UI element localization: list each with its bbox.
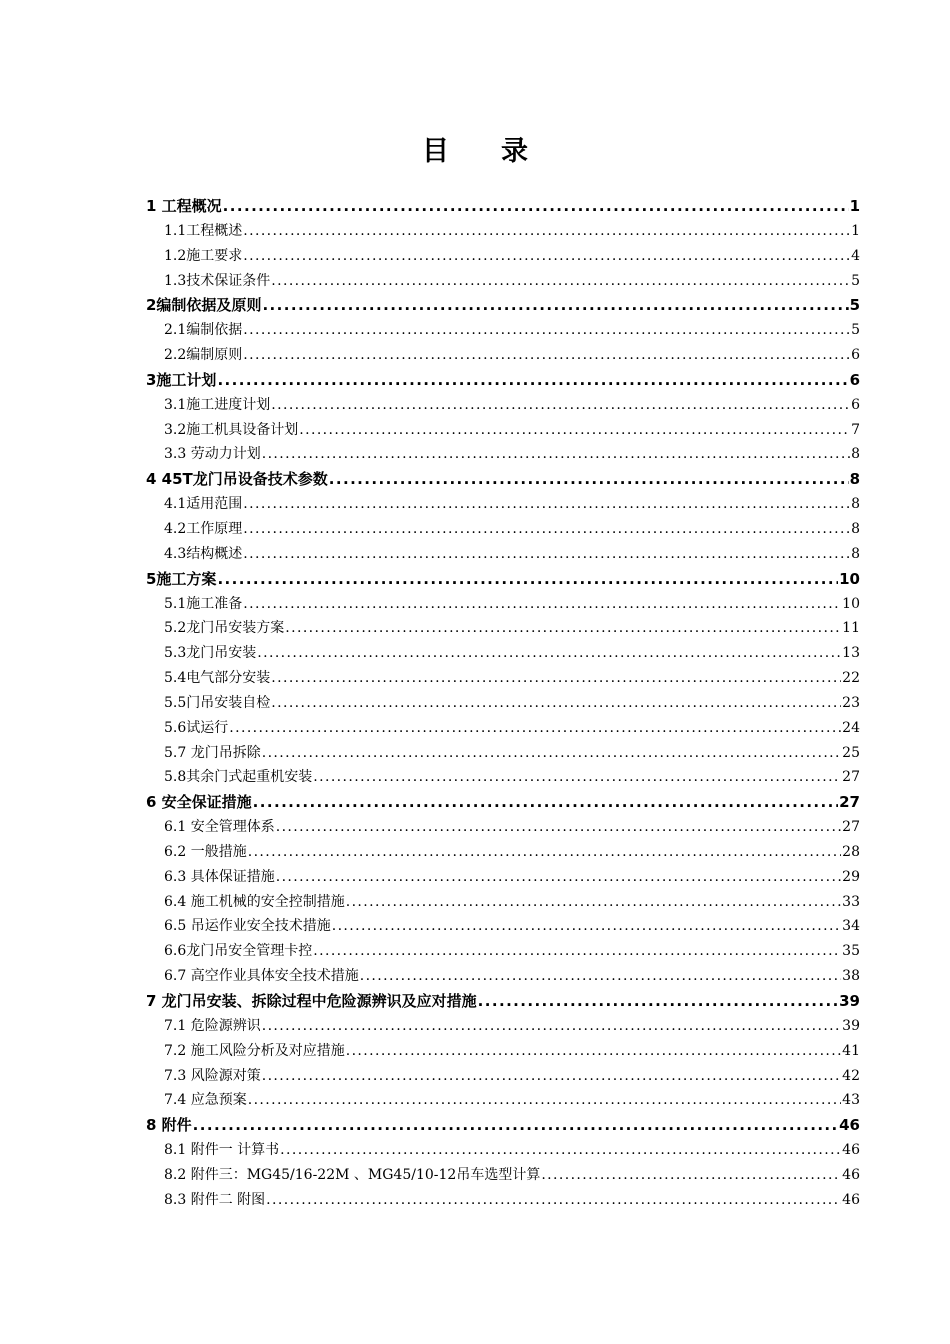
- toc-entry-page-number: 46: [842, 1166, 860, 1183]
- toc-entry-page-number: 41: [842, 1042, 860, 1059]
- toc-entry-page-number: 46: [842, 1191, 860, 1208]
- toc-dot-leader: [271, 691, 841, 716]
- toc-chapter-entry[interactable]: [146, 1113, 860, 1138]
- toc-chapter-entry[interactable]: [146, 790, 860, 815]
- toc-entry-page-number: 33: [842, 893, 860, 910]
- toc-section-entry[interactable]: [146, 741, 860, 766]
- toc-entry-label: 7.2 施工风险分析及对应措施: [164, 1042, 345, 1059]
- toc-dot-leader: [299, 418, 850, 443]
- toc-section-entry[interactable]: [146, 890, 860, 915]
- toc-entry-page-number: 42: [842, 1067, 860, 1084]
- toc-entry-page-number: 1: [849, 197, 860, 215]
- toc-section-entry[interactable]: [146, 1064, 860, 1089]
- toc-entry-label: 1.2施工要求: [164, 247, 243, 264]
- toc-entry-label: 8.2 附件三：MG45/16-22M 、MG45/10-12吊车选型计算: [164, 1166, 541, 1183]
- toc-entry-label: 6.2 一般措施: [164, 843, 247, 860]
- toc-entry-page-number: 27: [842, 819, 860, 836]
- toc-section-entry[interactable]: [146, 666, 860, 691]
- toc-entry-label: 3施工计划: [146, 370, 217, 389]
- toc-entry-label: 3.3 劳动力计划: [164, 446, 261, 463]
- toc-section-entry[interactable]: [146, 418, 860, 443]
- toc-entry-label: 4.1适用范围: [164, 496, 243, 513]
- toc-entry-label: 6 安全保证措施: [146, 793, 252, 812]
- toc-section-entry[interactable]: [146, 865, 860, 890]
- toc-entry-page-number: 10: [839, 569, 860, 588]
- toc-dot-leader: [257, 641, 841, 666]
- toc-section-entry[interactable]: [146, 592, 860, 617]
- toc-entry-page-number: 43: [842, 1092, 860, 1109]
- toc-entry-label: 4.3结构概述: [164, 545, 243, 562]
- toc-section-entry[interactable]: [146, 840, 860, 865]
- toc-entry-label: 6.7 高空作业具体安全技术措施: [164, 968, 359, 985]
- toc-entry-page-number: 5: [851, 272, 860, 289]
- toc-dot-leader: [243, 244, 850, 269]
- toc-entry-page-number: 38: [842, 968, 860, 985]
- toc-entry-page-number: 6: [851, 347, 860, 364]
- toc-dot-leader: [262, 1064, 841, 1089]
- toc-chapter-entry[interactable]: [146, 467, 860, 492]
- toc-dot-leader: [217, 567, 838, 592]
- toc-dot-leader: [243, 318, 850, 343]
- toc-entry-label: 6.1 安全管理体系: [164, 819, 275, 836]
- toc-entry-page-number: 5: [849, 296, 860, 315]
- toc-dot-leader: [313, 765, 841, 790]
- toc-entry-page-number: 8: [851, 545, 860, 562]
- toc-dot-leader: [360, 964, 841, 989]
- toc-dot-leader: [478, 989, 838, 1014]
- toc-dot-leader: [313, 939, 841, 964]
- toc-dot-leader: [346, 890, 841, 915]
- toc-entry-page-number: 11: [842, 620, 860, 637]
- toc-section-entry[interactable]: [146, 815, 860, 840]
- toc-chapter-entry[interactable]: [146, 567, 860, 592]
- toc-section-entry[interactable]: [146, 517, 860, 542]
- toc-entry-label: 1.3技术保证条件: [164, 272, 271, 289]
- toc-entry-label: 5.1施工准备: [164, 595, 243, 612]
- toc-chapter-entry[interactable]: [146, 293, 860, 318]
- toc-dot-leader: [276, 865, 841, 890]
- toc-entry-page-number: 34: [842, 918, 860, 935]
- toc-dot-leader: [229, 716, 841, 741]
- toc-entry-label: 3.2施工机具设备计划: [164, 421, 299, 438]
- toc-dot-leader: [243, 592, 841, 617]
- toc-dot-leader: [271, 666, 841, 691]
- toc-entry-page-number: 4: [851, 247, 860, 264]
- toc-entry-label: 6.5 吊运作业安全技术措施: [164, 918, 331, 935]
- toc-chapter-entry[interactable]: [146, 368, 860, 393]
- toc-entry-page-number: 10: [842, 595, 860, 612]
- toc-dot-leader: [541, 1163, 841, 1188]
- toc-entry-label: 5施工方案: [146, 569, 217, 588]
- toc-entry-page-number: 13: [842, 645, 860, 662]
- toc-section-entry[interactable]: [146, 1088, 860, 1113]
- toc-dot-leader: [243, 492, 850, 517]
- toc-dot-leader: [248, 1088, 841, 1113]
- toc-entry-label: 5.7 龙门吊拆除: [164, 744, 261, 761]
- toc-section-entry[interactable]: [146, 244, 860, 269]
- toc-section-entry[interactable]: [146, 219, 860, 244]
- toc-dot-leader: [271, 393, 850, 418]
- toc-entry-page-number: 8: [851, 496, 860, 513]
- toc-entry-page-number: 7: [851, 421, 860, 438]
- toc-dot-leader: [243, 542, 850, 567]
- table-of-contents: [146, 194, 860, 1213]
- toc-entry-page-number: 24: [842, 719, 860, 736]
- toc-section-entry[interactable]: [146, 442, 860, 467]
- toc-entry-page-number: 27: [839, 793, 860, 812]
- toc-entry-page-number: 25: [842, 744, 860, 761]
- toc-entry-page-number: 8: [849, 470, 860, 489]
- toc-dot-leader: [271, 269, 850, 294]
- toc-dot-leader: [193, 1113, 838, 1138]
- toc-entry-page-number: 22: [842, 670, 860, 687]
- toc-entry-label: 3.1施工进度计划: [164, 396, 271, 413]
- toc-section-entry[interactable]: [146, 492, 860, 517]
- toc-section-entry[interactable]: [146, 616, 860, 641]
- toc-entry-label: 7 龙门吊安装、拆除过程中危险源辨识及应对措施: [146, 992, 477, 1010]
- toc-entry-label: 4 45T龙门吊设备技术参数: [146, 470, 328, 489]
- toc-entry-label: 4.2工作原理: [164, 520, 243, 537]
- toc-section-entry[interactable]: [146, 765, 860, 790]
- toc-entry-label: 8.3 附件二 附图: [164, 1191, 266, 1208]
- toc-section-entry[interactable]: [146, 393, 860, 418]
- toc-dot-leader: [262, 1014, 841, 1039]
- toc-dot-leader: [329, 467, 849, 492]
- toc-dot-leader: [223, 194, 849, 219]
- toc-entry-page-number: 8: [851, 446, 860, 463]
- toc-entry-page-number: 28: [842, 843, 860, 860]
- toc-dot-leader: [248, 840, 841, 865]
- toc-dot-leader: [276, 815, 841, 840]
- toc-entry-label: 1 工程概况: [146, 197, 222, 215]
- toc-entry-label: 8 附件: [146, 1116, 192, 1135]
- toc-dot-leader: [217, 368, 848, 393]
- toc-entry-label: 5.5门吊安装自检: [164, 694, 271, 711]
- toc-section-entry[interactable]: [146, 1163, 860, 1188]
- toc-entry-label: 5.6试运行: [164, 719, 229, 736]
- toc-section-entry[interactable]: [146, 1014, 860, 1039]
- toc-entry-page-number: 46: [842, 1142, 860, 1159]
- toc-section-entry[interactable]: [146, 269, 860, 294]
- toc-dot-leader: [262, 741, 841, 766]
- toc-dot-leader: [262, 293, 848, 318]
- toc-entry-page-number: 27: [842, 769, 860, 786]
- toc-dot-leader: [243, 517, 850, 542]
- toc-entry-page-number: 46: [839, 1116, 860, 1135]
- toc-entry-page-number: 1: [851, 222, 860, 239]
- toc-entry-label: 7.1 危险源辨识: [164, 1017, 261, 1034]
- toc-section-entry[interactable]: [146, 914, 860, 939]
- toc-section-entry[interactable]: [146, 964, 860, 989]
- toc-entry-page-number: 35: [842, 943, 860, 960]
- toc-dot-leader: [262, 442, 850, 467]
- toc-entry-label: 6.3 具体保证措施: [164, 868, 275, 885]
- toc-section-entry[interactable]: [146, 1138, 860, 1163]
- toc-entry-label: 2.2编制原则: [164, 347, 243, 364]
- toc-entry-label: 5.8其余门式起重机安装: [164, 769, 313, 786]
- toc-entry-label: 2编制依据及原则: [146, 296, 262, 315]
- toc-dot-leader: [266, 1188, 841, 1213]
- toc-dot-leader: [332, 914, 841, 939]
- toc-entry-label: 1.1工程概述: [164, 222, 243, 239]
- toc-section-entry[interactable]: [146, 1039, 860, 1064]
- toc-entry-page-number: 39: [842, 1017, 860, 1034]
- toc-entry-label: 8.1 附件一 计算书: [164, 1142, 280, 1159]
- toc-entry-page-number: 6: [851, 396, 860, 413]
- toc-chapter-entry[interactable]: [146, 194, 860, 219]
- toc-chapter-entry[interactable]: [146, 989, 860, 1014]
- toc-entry-page-number: 6: [849, 370, 860, 389]
- toc-dot-leader: [243, 343, 850, 368]
- toc-entry-label: 6.4 施工机械的安全控制措施: [164, 893, 345, 910]
- toc-entry-page-number: 39: [839, 992, 860, 1010]
- toc-section-entry[interactable]: [146, 691, 860, 716]
- toc-section-entry[interactable]: [146, 343, 860, 368]
- toc-entry-label: 7.3 风险源对策: [164, 1067, 261, 1084]
- toc-entry-page-number: 29: [842, 868, 860, 885]
- toc-entry-label: 5.2龙门吊安装方案: [164, 620, 285, 637]
- toc-entry-page-number: 8: [851, 520, 860, 537]
- toc-section-entry[interactable]: [146, 641, 860, 666]
- toc-dot-leader: [346, 1039, 841, 1064]
- toc-section-entry[interactable]: [146, 1188, 860, 1213]
- page-title: 目录: [422, 136, 580, 167]
- toc-dot-leader: [253, 790, 838, 815]
- toc-dot-leader: [280, 1138, 841, 1163]
- toc-section-entry[interactable]: [146, 542, 860, 567]
- toc-entry-label: 2.1编制依据: [164, 322, 243, 339]
- toc-entry-page-number: 5: [851, 322, 860, 339]
- toc-entry-label: 5.4电气部分安装: [164, 670, 271, 687]
- toc-entry-label: 5.3龙门吊安装: [164, 645, 257, 662]
- toc-dot-leader: [285, 616, 841, 641]
- toc-dot-leader: [243, 219, 850, 244]
- toc-entry-label: 6.6龙门吊安全管理卡控: [164, 943, 313, 960]
- toc-section-entry[interactable]: [146, 716, 860, 741]
- toc-section-entry[interactable]: [146, 318, 860, 343]
- toc-entry-label: 7.4 应急预案: [164, 1092, 247, 1109]
- toc-entry-page-number: 23: [842, 694, 860, 711]
- toc-section-entry[interactable]: [146, 939, 860, 964]
